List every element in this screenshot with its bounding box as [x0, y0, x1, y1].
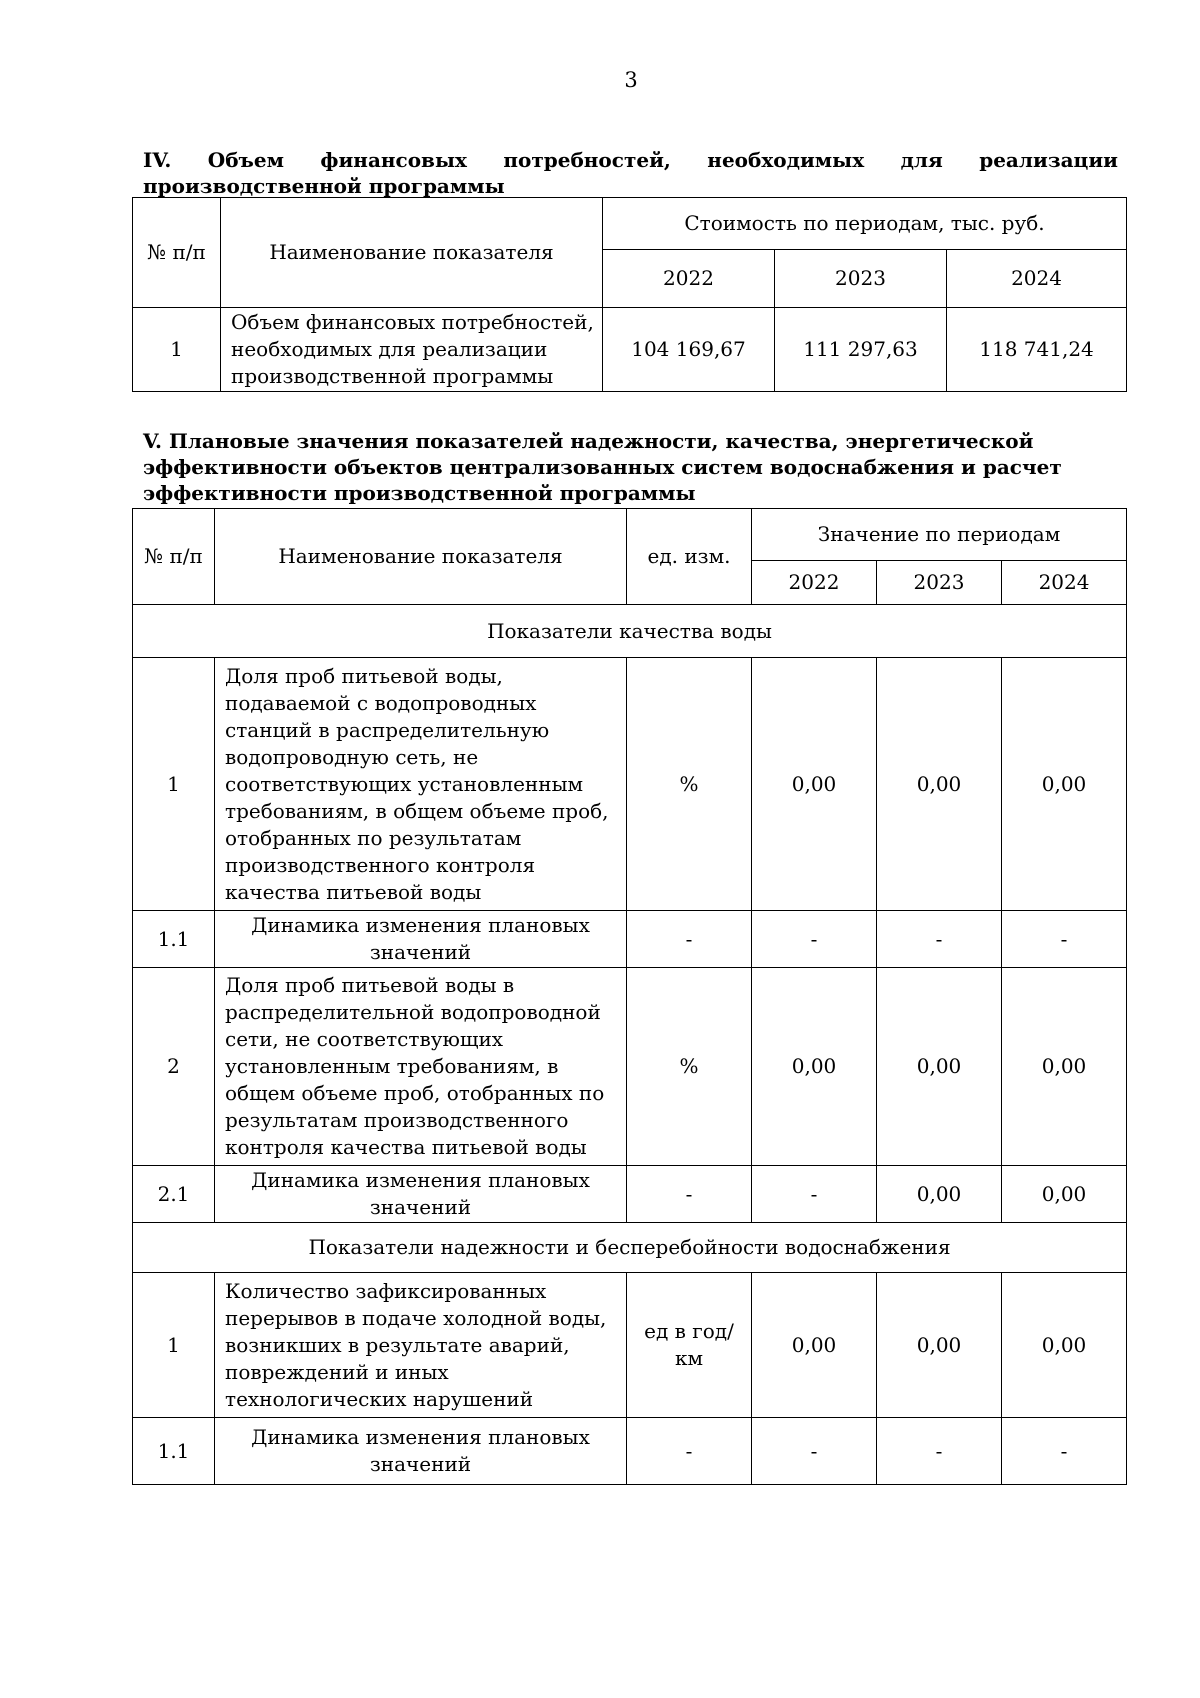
row-num: 1.1 — [133, 1418, 215, 1485]
row-name: Объем финансовых потребностей, необходимых для реализации производственной программы — [221, 308, 603, 392]
row-num: 2.1 — [133, 1166, 215, 1223]
table-row — [133, 658, 1127, 911]
header-row — [133, 198, 1127, 250]
table-row — [133, 1273, 1127, 1418]
section-v-title: V. Плановые значения показателей надежности, качества, энергетической эффективности объектов централизованных систем водоснабжения и расчет эффективности производственной программы — [143, 429, 1062, 505]
row-unit: % — [627, 658, 752, 911]
row-value: 111 297,63 — [775, 308, 947, 392]
row-value: - — [752, 1166, 877, 1223]
table-row — [133, 308, 1127, 392]
row-name: Количество зафиксированных перерывов в подаче холодной воды, возникших в результате аварий, повреждений и иных технологических нарушений — [215, 1273, 627, 1418]
row-num: 1.1 — [133, 911, 215, 968]
page-number: 3 — [624, 68, 638, 92]
row-name: Доля проб питьевой воды в распределительной водопроводной сети, не соответствующих установленным требованиям, в общем объеме проб, отобранных по результатам производственного контроля качества питьевой воды — [215, 968, 627, 1166]
group-header-row — [133, 605, 1127, 658]
row-value: 0,00 — [877, 1166, 1002, 1223]
table-row — [133, 968, 1127, 1166]
row-num: 1 — [133, 308, 221, 392]
row-value: - — [1002, 911, 1127, 968]
row-value: 0,00 — [752, 658, 877, 911]
table-row — [133, 1166, 1127, 1223]
row-name: Динамика изменения плановых значений — [215, 911, 627, 968]
row-name: Доля проб питьевой воды, подаваемой с водопроводных станций в распределительную водопроводную сеть, не соответствующих установленным требованиям, в общем объеме проб, отобранных по результатам производственного контроля качества питьевой воды — [215, 658, 627, 911]
row-value: 0,00 — [877, 1273, 1002, 1418]
row-value: - — [877, 911, 1002, 968]
section-iv-title: IV. Объем финансовых потребностей, необходимых для реализации производственной программы — [143, 148, 1118, 198]
header-year: 2024 — [1002, 561, 1127, 605]
row-num: 1 — [133, 658, 215, 911]
header-row — [133, 509, 1127, 561]
row-num: 1 — [133, 1273, 215, 1418]
row-value: 118 741,24 — [947, 308, 1127, 392]
row-value: 0,00 — [752, 968, 877, 1166]
header-year: 2022 — [752, 561, 877, 605]
row-value: - — [877, 1418, 1002, 1485]
financial-needs-table — [132, 197, 1127, 392]
header-num: № п/п — [133, 509, 215, 605]
indicators-table — [132, 508, 1127, 1485]
row-name: Динамика изменения плановых значений — [215, 1166, 627, 1223]
header-unit: ед. изм. — [627, 509, 752, 605]
row-value: 0,00 — [752, 1273, 877, 1418]
row-value: 104 169,67 — [603, 308, 775, 392]
table-row — [133, 911, 1127, 968]
row-value: 0,00 — [1002, 968, 1127, 1166]
header-name: Наименование показателя — [215, 509, 627, 605]
row-unit: - — [627, 1166, 752, 1223]
row-unit: - — [627, 1418, 752, 1485]
row-unit: % — [627, 968, 752, 1166]
row-value: 0,00 — [877, 968, 1002, 1166]
group-title-reliability: Показатели надежности и бесперебойности водоснабжения — [133, 1223, 1127, 1273]
row-unit: ед в год/ км — [627, 1273, 752, 1418]
header-year: 2023 — [877, 561, 1002, 605]
row-value: - — [752, 911, 877, 968]
row-unit: - — [627, 911, 752, 968]
header-name: Наименование показателя — [221, 198, 603, 308]
header-year: 2023 — [775, 250, 947, 308]
group-title-water-quality: Показатели качества воды — [133, 605, 1127, 658]
table-row — [133, 1418, 1127, 1485]
row-value: 0,00 — [877, 658, 1002, 911]
header-year: 2022 — [603, 250, 775, 308]
row-value: - — [1002, 1418, 1127, 1485]
row-value: 0,00 — [1002, 1166, 1127, 1223]
header-year: 2024 — [947, 250, 1127, 308]
header-cost: Стоимость по периодам, тыс. руб. — [603, 198, 1127, 250]
row-num: 2 — [133, 968, 215, 1166]
row-name: Динамика изменения плановых значений — [215, 1418, 627, 1485]
row-value: 0,00 — [1002, 658, 1127, 911]
header-num: № п/п — [133, 198, 221, 308]
header-values: Значение по периодам — [752, 509, 1127, 561]
row-value: - — [752, 1418, 877, 1485]
group-header-row — [133, 1223, 1127, 1273]
row-value: 0,00 — [1002, 1273, 1127, 1418]
